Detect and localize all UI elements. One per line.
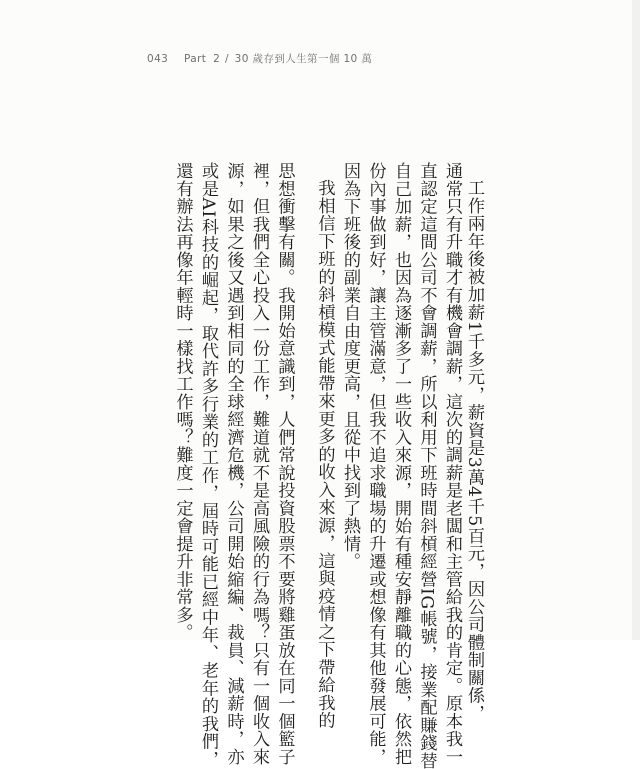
paragraph-2-line-4: 源，如果之後又遇到相同的全球經濟危機，公司開始縮編、裁員、減薪時，亦 [223, 162, 244, 766]
paragraph-1-line-4: 自己加薪，也因為逐漸多了一些收入來源，開始有種安靜離職的心態，依然把 [391, 162, 411, 766]
paragraph-1-line-5: 份內事做到好，讓主管滿意，但我不追求職場的升遷或想像有其他發展可能， [365, 162, 386, 766]
paragraph-2-line-6: 還有辦法再像年輕時一樣找工作嗎？難度一定會提升非常多。 [172, 162, 193, 642]
part-number: 2 [213, 53, 221, 65]
book-title: 30 歲存到人生第一個 10 萬 [234, 53, 373, 65]
paragraph-2-line-1: 我相信下班的斜槓模式能帶來更多的收入來源，這與疫情之下帶給我的 [314, 179, 335, 730]
paragraph-1-line-3: 直認定這間公司不會調薪，所以利用下班時間斜槓經營IG帳號，接業配賺錢替 [416, 162, 437, 769]
paragraph-1-line-2: 通常只有升職才有機會調薪，這次的調薪是老闆和主管給我的肯定。原本我一 [442, 162, 462, 766]
paragraph-1-line-6: 因為下班後的副業自由度更高，且從中找到了熱情。 [340, 162, 360, 571]
page-number: 043 [147, 53, 169, 65]
part-label: Part [184, 53, 207, 65]
running-header [147, 51, 372, 66]
header-separator: / [224, 53, 229, 65]
paragraph-1-line-1: 工作兩年後被加薪1千多元，薪資是3萬4千5百元，因公司體制關係， [464, 179, 484, 722]
paragraph-2-line-2: 思想衝擊有關。我開始意識到，人們常說投資股票不要將雞蛋放在同一個籃子 [274, 162, 295, 766]
body-text [155, 162, 485, 769]
paragraph-2-line-5: 或是AI科技的崛起，取代許多行業的工作，屆時可能已經中年、老年的我們， [198, 162, 218, 769]
paragraph-2-line-3: 裡，但我們全心投入一份工作，難道就不是高風險的行為嗎？只有一個收入來 [249, 162, 269, 766]
